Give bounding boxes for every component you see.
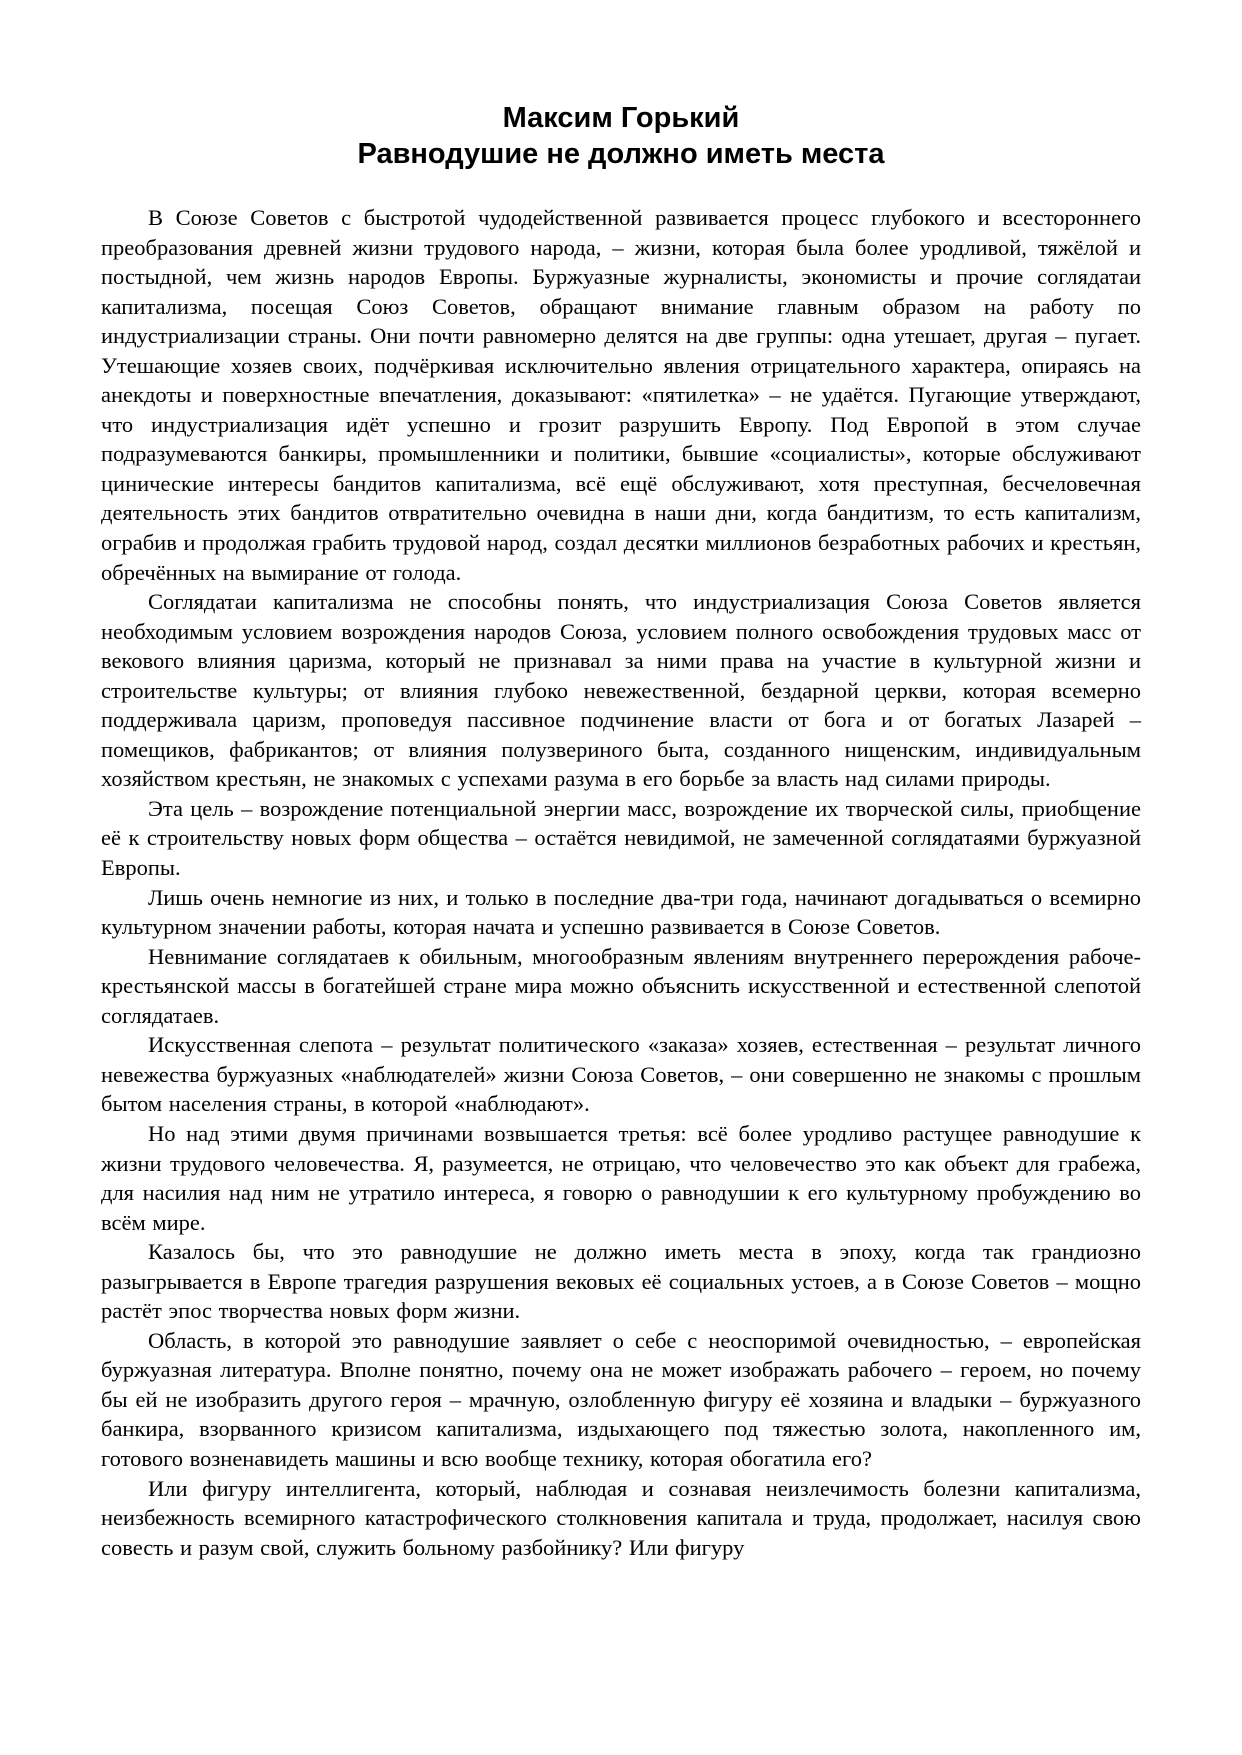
- paragraph-7: Но над этими двумя причинами возвышается третья: всё более уродливо растущее равнодушие к жизни трудового человечества. Я, разумеется, не отрицаю, что человечество это как объект для грабежа, для насилия над ним не утратило интереса, я говорю о равнодушии к его культурному пробуждению во всём мире.: [101, 1120, 1141, 1235]
- paragraph-6: Искусственная слепота – результат политического «заказа» хозяев, естественная – результат личного невежества буржуазных «наблюдателей» жизни Союза Советов, – они совершенно не знакомы с прошлым бытом населения страны, в которой «наблюдают».: [101, 1032, 1141, 1117]
- paragraph-4: Лишь очень немногие из них, и только в последние два-три года, начинают догадываться о всемирно культурном значении работы, которая начата и успешно развивается в Союзе Советов.: [101, 884, 1141, 940]
- paragraph-3: Эта цель – возрождение потенциальной энергии масс, возрождение их творческой силы, приобщение её к строительству новых форм общества – остаётся невидимой, не замеченной соглядатаями буржуазной Европы.: [101, 795, 1141, 881]
- document-body: [101, 203, 1141, 1562]
- paragraph-5: Невнимание соглядатаев к обильным, многообразным явлениям внутреннего перерождения рабоче-крестьянской массы в богатейшей стране мира можно объяснить искусственной и естественной слепотой соглядатаев.: [101, 943, 1141, 1028]
- document-title-block: [101, 100, 1141, 172]
- author-line: Максим Горький: [502, 102, 740, 134]
- paragraph-10: Или фигуру интеллигента, который, наблюдая и сознавая неизлечимость болезни капитализма, неизбежность всемирного катастрофического столкновения капитала и труда, продолжает, насилуя свою совесть и разум свой, служить больному разбойнику? Или фигуру: [101, 1475, 1141, 1560]
- paragraph-9: Область, в которой это равнодушие заявляет о себе с неоспоримой очевидностью, – европейская буржуазная литература. Вполне понятно, почему она не может изображать рабочего – героем, но почему бы ей не изобразить другого героя – мрачную, озлобленную фигуру её хозяина и владыки – буржуазного банкира, взорванного кризисом капитализма, издыхающего под тяжестью золота, накопленного им, готового возненавидеть машины и всю вообще технику, которая обогатила его?: [101, 1327, 1141, 1471]
- paragraph-8: Казалось бы, что это равнодушие не должно иметь места в эпоху, когда так грандиозно разыгрывается в Европе трагедия разрушения вековых её социальных устоев, а в Союзе Советов – мощно растёт эпос творчества новых форм жизни.: [101, 1239, 1141, 1324]
- essay-title-line: Равнодушие не должно иметь места: [357, 138, 885, 170]
- paragraph-2: Соглядатаи капитализма не способны понять, что индустриализация Союза Советов является необходимым условием возрождения народов Союза, условием полного освобождения трудовых масс от векового влияния царизма, который не признавал за ними права на участие в культурной жизни и строительстве культуры; от влияния глубоко невежественной, бездарной церкви, которая всемерно поддерживала царизм, проповедуя пассивное подчинение власти от бога и от богатых Лазарей – помещиков, фабрикантов; от влияния полузвериного быта, созданного нищенским, индивидуальным хозяйством крестьян, не знакомых с успехами разума в его борьбе за власть над силами природы.: [101, 589, 1141, 792]
- paragraph-1: В Союзе Советов с быстротой чудодейственной развивается процесс глубокого и всестороннего преобразования древней жизни трудового народа, – жизни, которая была более уродливой, тяжёлой и постыдной, чем жизнь народов Европы. Буржуазные журналисты, экономисты и прочие соглядатаи капитализма, посещая Союз Советов, обращают внимание главным образом на работу по индустриализации страны. Они почти равномерно делятся на две группы: одна утешает, другая – пугает. Утешающие хозяев своих, подчёркивая исключительно явления отрицательного характера, опираясь на анекдоты и поверхностные впечатления, доказывают: «пятилетка» – не удаётся. Пугающие утверждают, что индустриализация идёт успешно и грозит разрушить Европу. Под Европой в этом случае подразумеваются банкиры, промышленники и политики, бывшие «социалисты», которые обслуживают цинические интересы бандитов капитализма, всё ещё обслуживают, хотя преступная, бесчеловечная деятельность этих бандитов отвратительно очевидна в наши дни, когда бандитизм, то есть капитализм, ограбив и продолжая грабить трудовой народ, создал десятки миллионов безработных рабочих и крестьян, обречённых на вымирание от голода.: [101, 205, 1141, 585]
